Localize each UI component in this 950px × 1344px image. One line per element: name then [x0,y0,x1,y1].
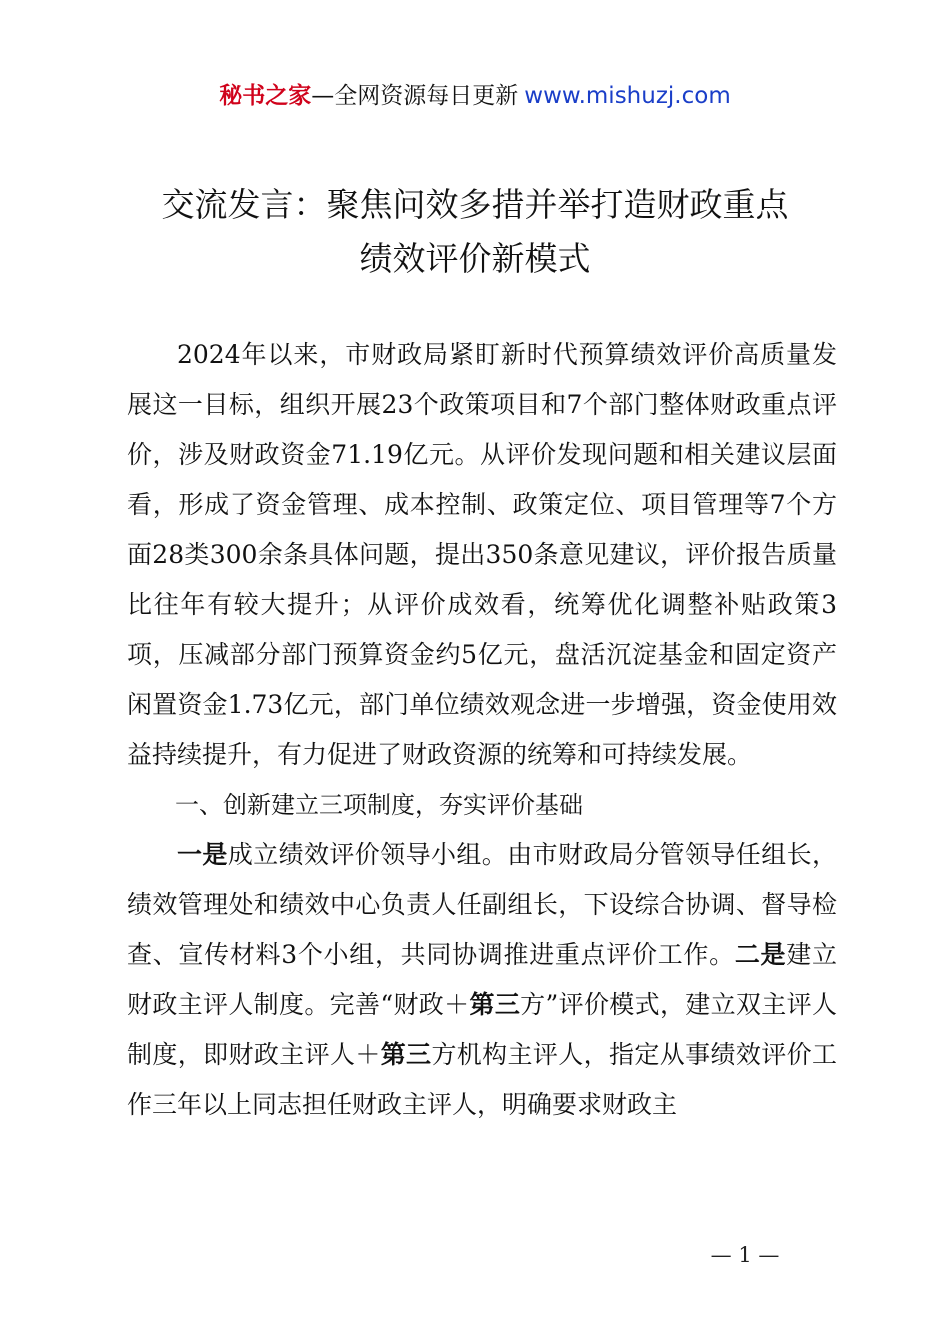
title-line-1: 交流发言：聚焦问效多措并举打造财政重点 [161,185,789,224]
document-title [0,178,950,286]
measure-text-2b: 方”评价模式，建立双主评人制度，即财政主评人＋ [127,990,837,1069]
title-line-2: 绩效评价新模式 [359,239,591,278]
measures-paragraph [127,830,837,1130]
site-url-link[interactable]: www.mishuzj.com [524,83,731,109]
measure-text-2a: 建立财政主评人制度。完善“财政＋ [127,940,837,1019]
intro-paragraph: 2024年以来，市财政局紧盯新时代预算绩效评价高质量发展这一目标，组织开展23个政策项目和7个部门整体财政重点评价，涉及财政资金71.19亿元。从评价发现问题和相关建议层面看，形成了资金管理、成本控制、政策定位、项目管理等7个方面28类300余条具体问题，提出350条意见建议，评价报告质量比往年有较大提升；从评价成效看，统筹优化调整补贴政策3项，压减部分部门预算资金约5亿元，盘活沉淀基金和固定资产闲置资金1.73亿元，部门单位绩效观念进一步增强，资金使用效益持续提升，有力促进了财政资源的统筹和可持续发展。 [127,340,837,769]
brand-name: 秘书之家 [219,83,312,109]
measure-text-2c: 方机构主评人，指定从事绩效评价工作三年以上同志担任财政主评人，明确要求财政主 [127,1040,837,1119]
measure-text-1: 成立绩效评价领导小组。由市财政局分管领导任组长，绩效管理处和绩效中心负责人任副组长，下设综合协调、督导检查、宣传材料3个小组，共同协调推进重点评价工作。 [127,840,837,969]
section-heading-1: 一、创新建立三项制度，夯实评价基础 [175,791,583,819]
lead-phrase-2: 二是 [734,940,787,969]
bold-third-a: 第三 [469,990,521,1019]
page-number: — 1 — [710,1243,780,1267]
document-body [127,330,837,1130]
lead-phrase-1: 一是 [177,840,228,869]
bold-third-b: 第三 [380,1040,432,1069]
header-slogan: —全网资源每日更新 [311,83,519,109]
site-header [0,80,950,112]
